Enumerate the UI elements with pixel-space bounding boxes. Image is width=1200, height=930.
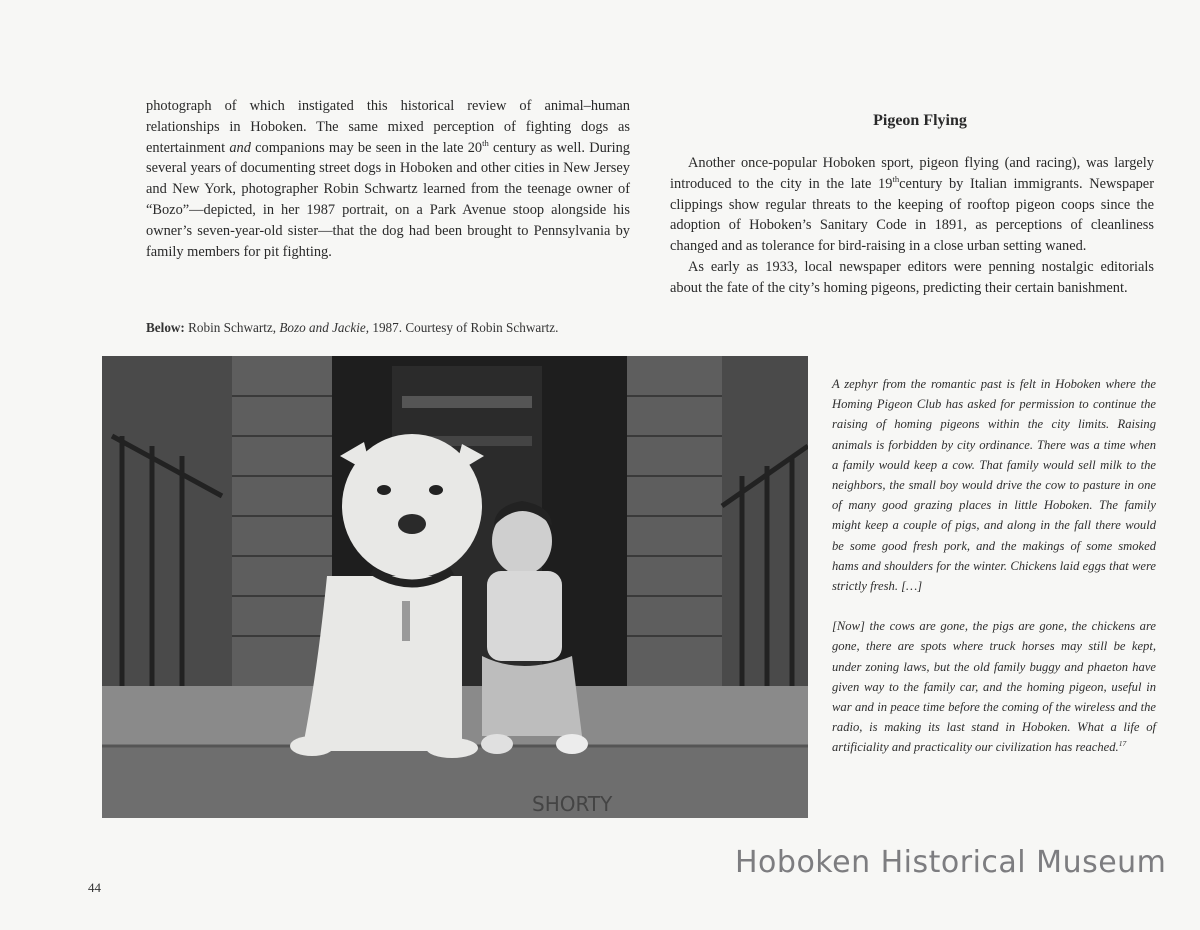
caption-title: Bozo and Jackie, [279, 320, 370, 335]
bozo-and-jackie-photo [102, 356, 808, 818]
section-heading: Pigeon Flying [873, 112, 967, 129]
quote-paragraph-2: [Now] the cows are gone, the pigs are gone, the chickens are gone, there are spots where truck horses may still be kept, under zoning laws, but the old family buggy and phaeton have given way to the family car, and the homing pigeon, useful in war and in peace time before the coming of the wireless and the radio, is making its last stand in Hoboken. What a life of artificiality and practicality our civilization has reached.$^{17}$ [832, 619, 1156, 755]
right-column [670, 153, 1154, 299]
photo-caption: Below: Robin Schwartz, Bozo and Jackie, 1987. Courtesy of Robin Schwartz. [146, 320, 559, 335]
pull-quote [832, 374, 1156, 778]
footnote-marker: 17 [1118, 739, 1127, 749]
and-emphasis: and [229, 139, 251, 156]
right-paragraph-1: Another once-popular Hoboken sport, pigeon flying (and racing), was largely introduced to the city in the late 19thcentury by Italian immigrants. Newspaper clippings show regular threats to the keeping of rooftop pigeon coops since the adoption of Hoboken’s Sanitary Code in 1891, as perceptions of cleanliness changed and as tolerance for bird-raising in a close urban setting waned. [670, 155, 1154, 255]
left-paragraph: photograph of which instigated this historical review of animal–human relationships in Hoboken. The same mixed perception of fighting dogs as entertainment and companions may be seen in the late 20th century as well. During several years of documenting street dogs in Hoboken and other cities in New Jersey and New York, photographer Robin Schwartz learned from the teenage owner of “Bozo”—depicted, in her 1987 portrait, on a Park Avenue stoop alongside his owner’s seven-year-old sister—that the dog had been brought to Pennsylvania by family members for pit fighting. [146, 98, 630, 260]
left-column [146, 96, 630, 262]
museum-watermark: Hoboken Historical Museum [735, 845, 1167, 880]
stoop-chalk-text: SHORTY [532, 792, 613, 816]
right-paragraph-2: As early as 1933, local newspaper editors were penning nostalgic editorials about the fate of the city’s homing pigeons, predicting their certain banishment. [670, 258, 1154, 296]
quote-paragraph-1: A zephyr from the romantic past is felt in Hoboken where the Homing Pigeon Club has asked for permission to continue the raising of homing pigeons within the city limits. Raising animals is forbidden by city ordinance. There was a time when a family would keep a cow. That family would sell milk to the neighbors, the small boy would drive the cow to pasture in one of many good grazing places in little Hoboken. The family might keep a couple of pigs, and along in the fall there would be some good fresh pork, and the makings of some smoked hams and shoulders for the winter. Chickens laid eggs that were strictly fresh. […] [832, 377, 1156, 594]
page-number: 44 [88, 880, 101, 895]
caption-label: Below: [146, 320, 185, 335]
